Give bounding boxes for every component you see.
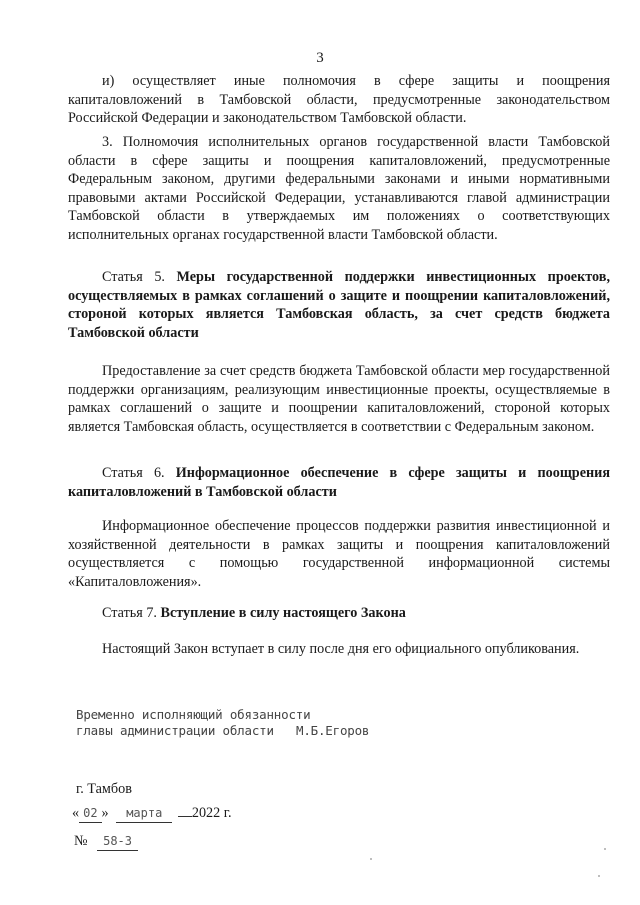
footer-city: г. Тамбов (76, 781, 132, 797)
article-5-heading (68, 268, 610, 342)
date-day: 02 (79, 804, 101, 823)
article-5-title: Меры государственной поддержки инвестиционных проектов, осуществляемых в рамках соглашений о защите и поощрении капиталовложений, стороной которых является Тамбовская область, за счет средств бюджета Тамбовской области (68, 269, 611, 341)
number-value: 58-З (97, 832, 138, 851)
article-6-body: Информационное обеспечение процессов поддержки развития инвестиционной и хозяйственной деятельности в рамках защиты и поощрения капиталовложений осуществляется с помощью государственной информационной системы «Капиталовложения». (68, 518, 610, 590)
signature-line-2: главы администрации области (76, 723, 274, 738)
page-number: 3 (316, 50, 324, 66)
article-5-body: Предоставление за счет средств бюджета Тамбовской области мер государственной поддержки организациям, реализующим инвестиционные проекты, осуществляемые в рамках соглашений о защите и поощрении капиталовложений, стороной которых является Тамбовская область, осуществляется в соответствии с Федеральным законом. (68, 363, 610, 435)
date-open-quote: « (72, 805, 80, 821)
signature-line-1: Временно исполняющий обязанности (76, 707, 311, 722)
number-prefix: № (74, 833, 88, 849)
scan-speck (604, 848, 606, 850)
footer-number (74, 832, 138, 851)
article-7-body: Настоящий Закон вступает в силу после дня его официального опубликования. (102, 641, 580, 657)
date-month: марта (116, 804, 172, 823)
article-7-heading (68, 604, 610, 623)
scan-speck (598, 875, 600, 877)
footer-date (72, 804, 232, 823)
article-6-title: Информационное обеспечение в сфере защиты и поощрения капиталовложений в Тамбовской области (68, 465, 611, 500)
date-close-quote: » (101, 805, 109, 821)
article-6-prefix: Статья 6. (102, 465, 165, 481)
scan-speck (370, 858, 372, 860)
date-blank (178, 816, 192, 817)
signature-name: М.Б.Егоров (296, 723, 370, 738)
date-year: 2022 г. (191, 805, 232, 821)
article-5-prefix: Статья 5. (102, 269, 165, 285)
paragraph-2: 3. Полномочия исполнительных органов государственной власти Тамбовской области в сфере защиты и поощрения капиталовложений, предусмотренные Федеральным законом, другими федеральными законами и иными нормативными правовыми актами Российской Федерации, устанавливаются главой администрации Тамбовской области в утверждаемых им положениях о соответствующих исполнительных органах государственной власти Тамбовской области. (68, 134, 610, 243)
article-6-heading (68, 464, 610, 501)
paragraph-1: и) осуществляет иные полномочия в сфере защиты и поощрения капиталовложений в Тамбовской области, предусмотренные законодательством Российской Федерации и законодательством Тамбовской области. (68, 73, 610, 127)
article-7-prefix: Статья 7. (102, 605, 157, 621)
article-7-title: Вступление в силу настоящего Закона (160, 605, 406, 621)
